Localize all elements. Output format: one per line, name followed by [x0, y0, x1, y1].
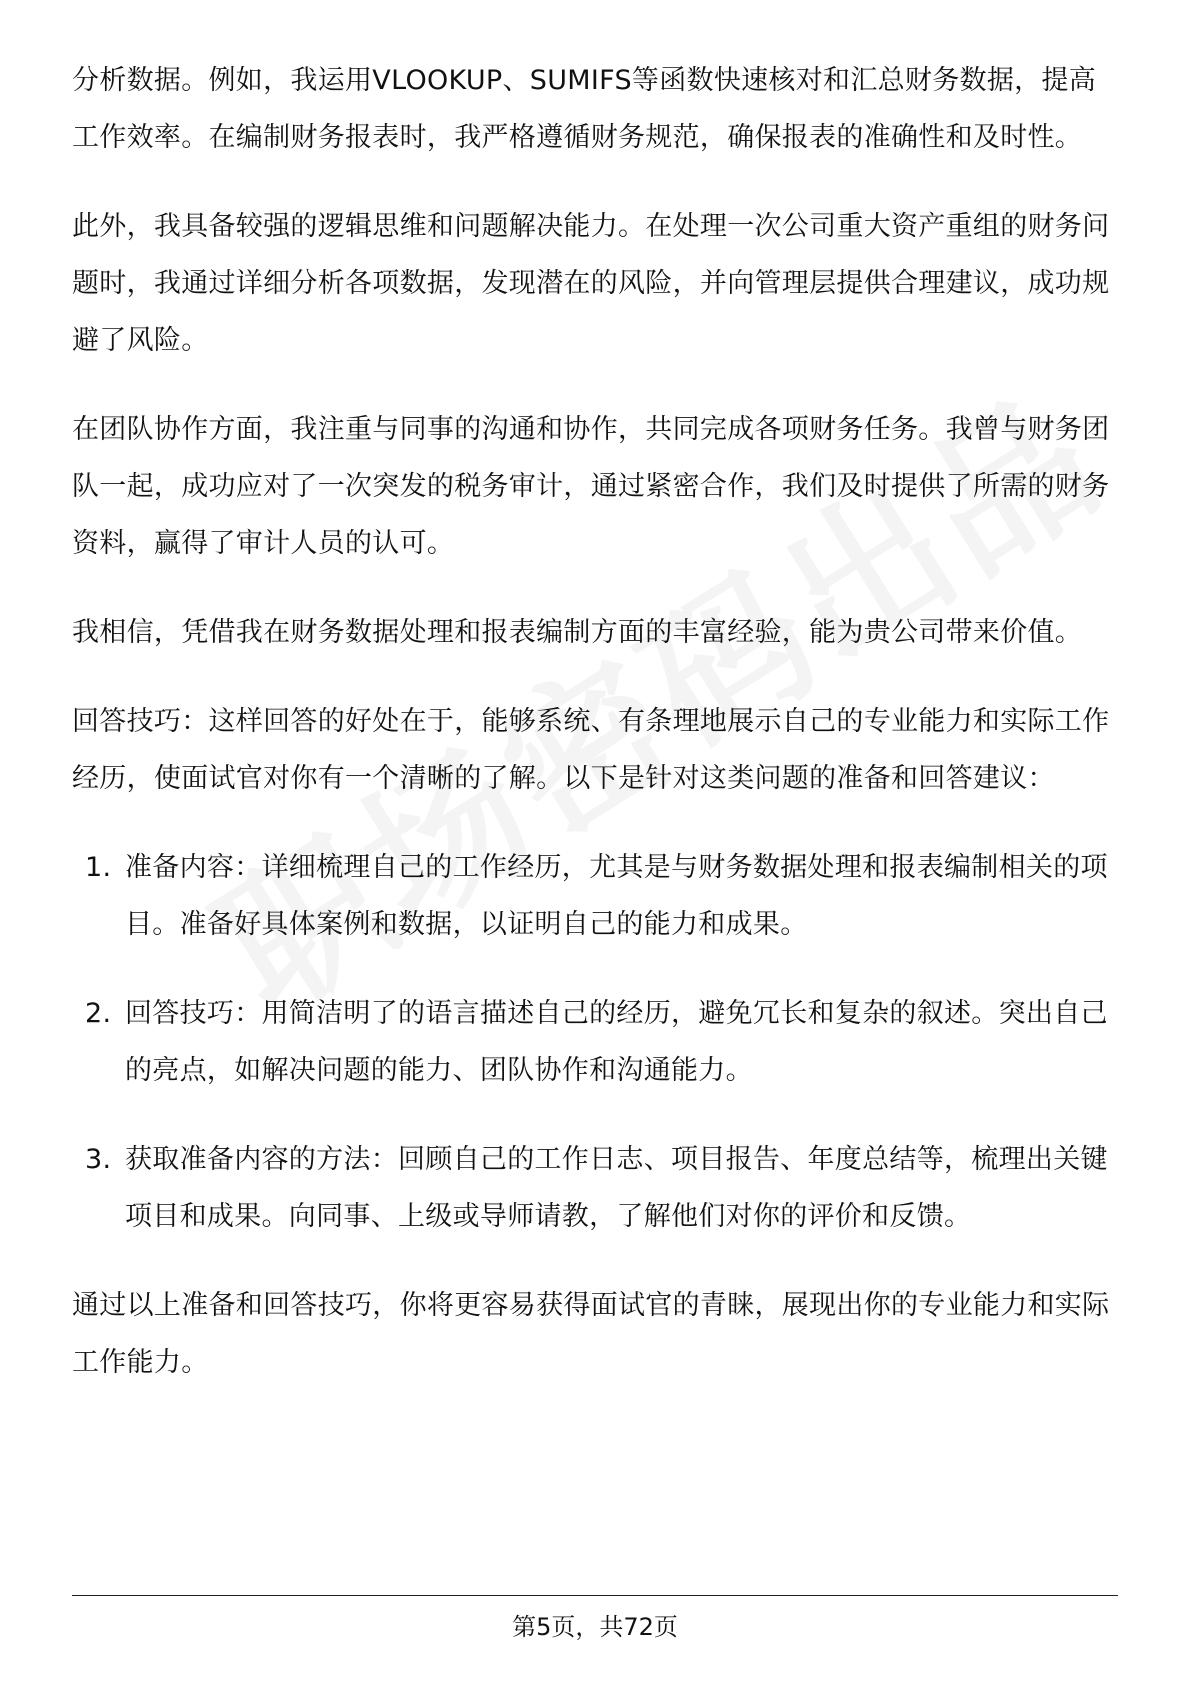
list-item — [72, 839, 1118, 953]
list-item-text: 获取准备内容的方法：回顾自己的工作日志、项目报告、年度总结等，梳理出关键项目和成果。向同事、上级或导师请教，了解他们对你的评价和反馈。 — [125, 1144, 1108, 1232]
paragraph-data-analysis: 分析数据。例如，我运用VLOOKUP、SUMIFS等函数快速核对和汇总财务数据，提高工作效率。在编制财务报表时，我严格遵循财务规范，确保报表的准确性和及时性。 — [72, 65, 1097, 153]
list-item-number: 2. — [85, 998, 112, 1029]
paragraph-problem-solving: 此外，我具备较强的逻辑思维和问题解决能力。在处理一次公司重大资产重组的财务问题时，我通过详细分析各项数据，发现潜在的风险，并向管理层提供合理建议，成功规避了风险。 — [72, 211, 1110, 356]
paragraph-value: 我相信，凭借我在财务数据处理和报表编制方面的丰富经验，能为贵公司带来价值。 — [72, 617, 1083, 648]
list-item — [72, 985, 1118, 1099]
list-item-text: 回答技巧：用简洁明了的语言描述自己的经历，避免冗长和复杂的叙述。突出自己的亮点，如解决问题的能力、团队协作和沟通能力。 — [125, 998, 1108, 1086]
document-body — [72, 52, 1118, 1423]
paragraph-closing: 通过以上准备和回答技巧，你将更容易获得面试官的青睐，展现出你的专业能力和实际工作能力。 — [72, 1290, 1110, 1378]
footer-divider — [72, 1595, 1118, 1596]
page-number: 第5页，共72页 — [512, 1613, 678, 1641]
list-item-text: 准备内容：详细梳理自己的工作经历，尤其是与财务数据处理和报表编制相关的项目。准备好具体案例和数据，以证明自己的能力和成果。 — [125, 852, 1108, 940]
advice-list — [72, 839, 1118, 1245]
paragraph-answer-tips: 回答技巧：这样回答的好处在于，能够系统、有条理地展示自己的专业能力和实际工作经历，使面试官对你有一个清晰的了解。以下是针对这类问题的准备和回答建议： — [72, 706, 1110, 794]
paragraph-teamwork: 在团队协作方面，我注重与同事的沟通和协作，共同完成各项财务任务。我曾与财务团队一起，成功应对了一次突发的税务审计，通过紧密合作，我们及时提供了所需的财务资料，赢得了审计人员的认可。 — [72, 414, 1110, 559]
list-item-number: 3. — [85, 1144, 112, 1175]
list-item-number: 1. — [85, 852, 112, 883]
list-item — [72, 1131, 1118, 1245]
